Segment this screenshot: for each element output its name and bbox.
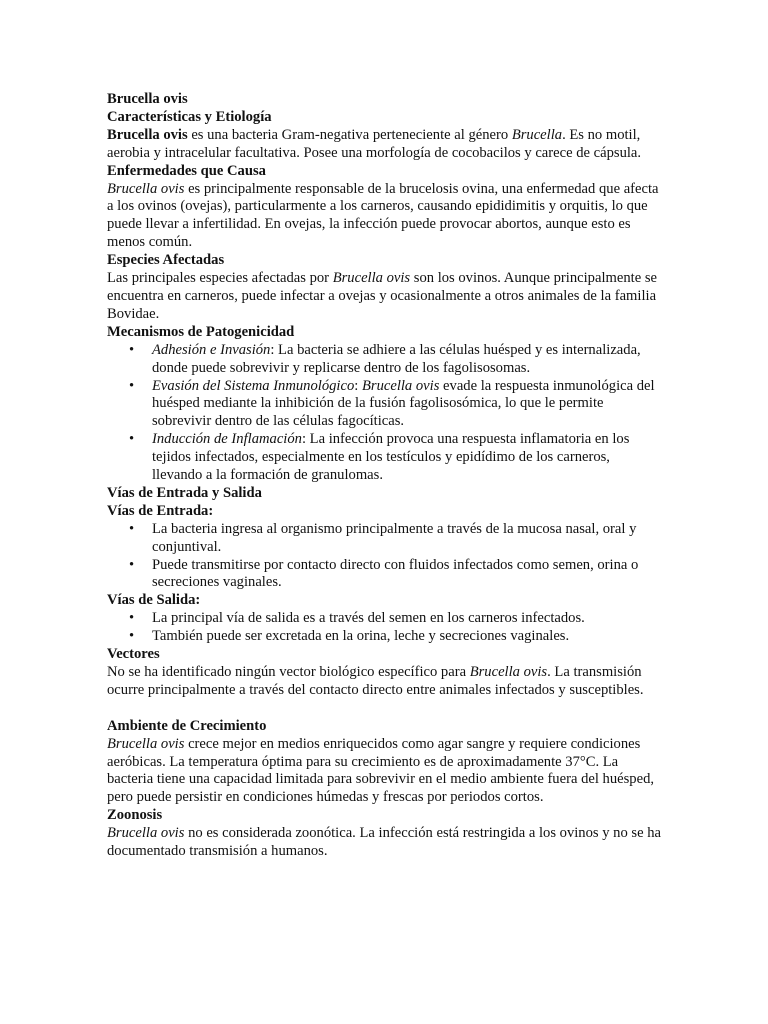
subheading-vias-salida: Vías de Salida:: [107, 592, 201, 609]
text-run: es una bacteria Gram-negativa perteneciente al género: [187, 126, 512, 143]
text-run: :: [354, 377, 362, 394]
section-heading-zoonosis: Zoonosis: [107, 807, 163, 824]
italic-species-name: Brucella ovis: [107, 180, 185, 197]
paragraph-vectores: [107, 664, 662, 700]
bold-species-name: Brucella ovis: [107, 126, 188, 143]
paragraph-especies: [107, 270, 662, 324]
list-item: • La principal vía de salida es a través del semen en los carneros infectados.: [152, 610, 662, 628]
list-item: [152, 431, 662, 485]
italic-term: Inducción de Inflamación: [152, 431, 302, 448]
list-item: [152, 378, 662, 432]
text-run: : La infección provoca una respuesta inflamatoria en los tejidos infectados, especialmente en los testículos y epidídimo de los carneros, llevando a la formación de granulomas.: [152, 431, 630, 484]
list-vias-entrada: [107, 521, 662, 593]
text-run: crece mejor en medios enriquecidos como agar sangre y requiere condiciones aeróbicas. La temperatura óptima para su crecimiento es de aproximadamente 37°C. La bacteria tiene una capacidad limitada para sobrevivir en el medio ambiente fuera del huésped, pero puede persistir en condiciones húmedas y frescas por periodos cortos.: [107, 735, 655, 806]
document-title: Brucella ovis: [107, 91, 188, 107]
text-run: . La transmisión ocurre principalmente a través del contacto directo entre animales infectados y susceptibles.: [107, 664, 644, 698]
text-run: son los ovinos. Aunque principalmente se encuentra en carneros, puede infectar a ovejas y ocasionalmente a otros animales de la familia Bovidae.: [107, 270, 657, 322]
blank-line: [107, 700, 662, 718]
list-item: • La bacteria ingresa al organismo principalmente a través de la mucosa nasal, oral y conjuntival.: [152, 521, 662, 557]
text-run: Las principales especies afectadas por: [107, 270, 333, 287]
text-run: No se ha identificado ningún vector biológico específico para: [107, 664, 470, 680]
section-heading-vectores: Vectores: [107, 646, 160, 663]
paragraph-ambiente: [107, 736, 662, 808]
section-heading-caracteristicas: Características y Etiología: [107, 108, 272, 125]
text-run: . Es no motil, aerobia y intracelular facultativa. Posee una morfología de cocobacilos y carece de cápsula.: [107, 126, 642, 161]
list-mecanismos: [107, 342, 662, 485]
text-run: : La bacteria se adhiere a las células huésped y es internalizada, donde puede sobrevivir y replicarse dentro de los fagolisosomas.: [152, 341, 641, 376]
section-heading-vias: Vías de Entrada y Salida: [107, 484, 262, 501]
list-vias-salida: [107, 610, 662, 646]
italic-species-name: Brucella ovis: [361, 377, 440, 394]
italic-species-name: Brucella ovis: [107, 825, 185, 842]
section-heading-ambiente: Ambiente de Crecimiento: [107, 717, 267, 734]
paragraph-caracteristicas: [107, 127, 662, 163]
italic-species-name: Brucella ovis: [332, 270, 411, 287]
list-item: [152, 342, 662, 378]
document-page: [107, 91, 662, 861]
list-item: • Puede transmitirse por contacto directo con fluidos infectados como semen, orina o secreciones vaginales.: [152, 557, 662, 593]
section-heading-enfermedades: Enfermedades que Causa: [107, 162, 266, 179]
italic-species-name: Brucella ovis: [107, 735, 185, 752]
paragraph-enfermedades: [107, 181, 662, 253]
italic-species-name: Brucella ovis: [469, 664, 548, 680]
paragraph-zoonosis: [107, 825, 662, 861]
section-heading-mecanismos: Mecanismos de Patogenicidad: [107, 323, 295, 340]
italic-term: Evasión del Sistema Inmunológico: [152, 377, 355, 394]
list-item: • También puede ser excretada en la orina, leche y secreciones vaginales.: [152, 628, 662, 646]
italic-term: Adhesión e Invasión: [152, 341, 271, 358]
subheading-vias-entrada: Vías de Entrada:: [107, 502, 214, 519]
text-run: evade la respuesta inmunológica del huésped mediante la inhibición de la fusión fagolisosómica, lo que le permite sobrevivir dentro de las células fagocíticas.: [152, 377, 655, 430]
section-heading-especies: Especies Afectadas: [107, 252, 225, 269]
text-run: es principalmente responsable de la brucelosis ovina, una enfermedad que afecta a los ovinos (ovejas), particularmente a los carneros, causando epididimitis y orquitis, lo que puede llevar a infertilidad. En ovejas, la infección puede provocar abortos, aunque esto es menos común.: [107, 180, 659, 251]
italic-genus: Brucella: [511, 126, 563, 143]
text-run: no es considerada zoonótica. La infección está restringida a los ovinos y no se ha documentado transmisión a humanos.: [107, 825, 661, 860]
